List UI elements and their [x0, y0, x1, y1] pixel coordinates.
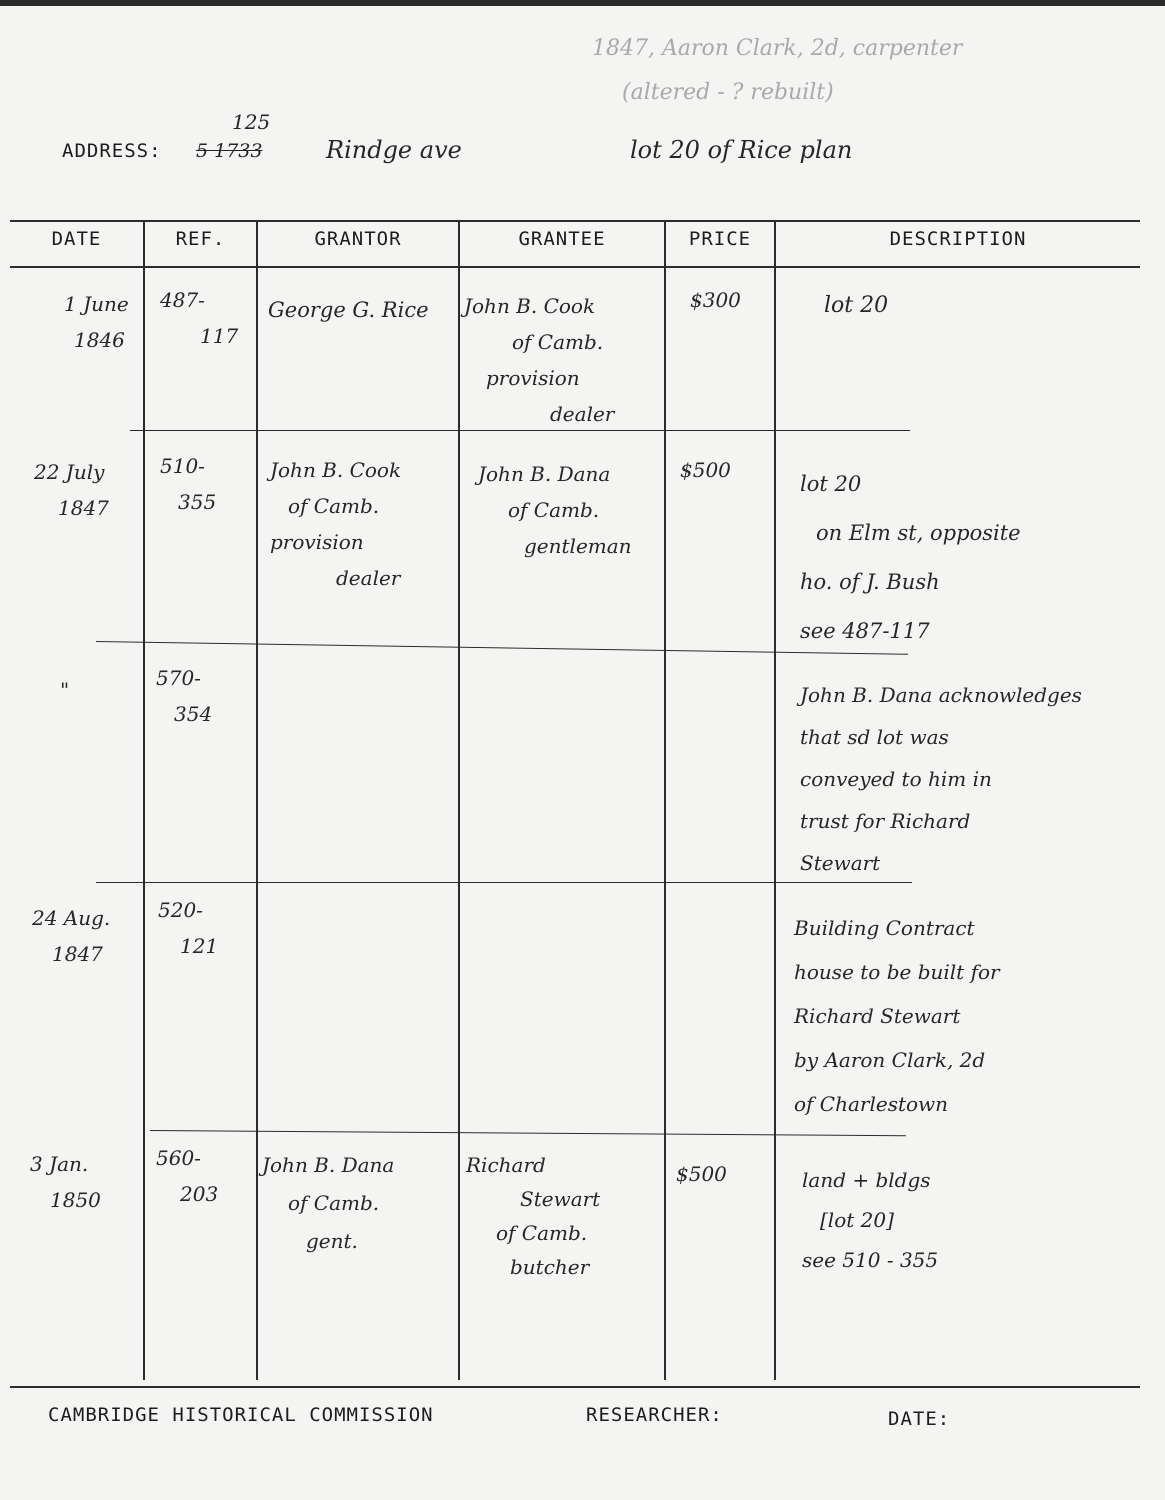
grantor-line: provision: [270, 530, 364, 554]
entry-grantor: [262, 1146, 394, 1260]
col-divider-3: [458, 220, 460, 1380]
col-header-grantee: GRANTEE: [518, 228, 606, 250]
col-divider-1: [143, 220, 145, 1380]
table-top-rule: [10, 220, 1140, 222]
entry-separator-4: [150, 1130, 906, 1136]
grantee-line: Richard: [466, 1153, 546, 1177]
entry-ref: [156, 660, 212, 732]
date-line: 1 June: [64, 292, 129, 316]
ref-line: 121: [180, 934, 219, 958]
col-header-ref: REF.: [175, 228, 226, 250]
description-line: conveyed to him in: [800, 767, 992, 791]
date-line: 1846: [74, 328, 125, 352]
description-line: house to be built for: [794, 960, 1000, 984]
ref-line: 355: [178, 490, 217, 514]
grantor-line: gent.: [306, 1229, 358, 1253]
entry-grantor: [270, 452, 401, 596]
description-line: John B. Dana acknowledges: [800, 683, 1082, 707]
col-divider-4: [664, 220, 666, 1380]
entry-grantee: [464, 288, 614, 432]
grantor-line: of Camb.: [288, 1191, 380, 1215]
description-line: lot 20: [800, 472, 862, 496]
date-line: 1847: [52, 942, 103, 966]
entry-ref: [160, 448, 216, 520]
table-bottom-rule: [10, 1386, 1140, 1388]
entry-date: [64, 286, 129, 358]
grantee-line: dealer: [550, 402, 615, 426]
entry-description: [794, 906, 1000, 1126]
entry-date: [30, 1146, 101, 1218]
date-line: 3 Jan.: [30, 1152, 89, 1176]
address-street: Rindge ave: [326, 136, 462, 164]
header-bottom-rule: [10, 266, 1140, 268]
address-lot: lot 20 of Rice plan: [630, 136, 853, 164]
description-line: by Aaron Clark, 2d: [794, 1048, 986, 1072]
scan-top-edge: [0, 0, 1165, 6]
description-line: Building Contract: [794, 916, 975, 940]
grantee-line: gentleman: [524, 534, 632, 558]
ref-line: 520-: [158, 898, 203, 922]
description-line: ho. of J. Bush: [800, 570, 940, 594]
footer-researcher-label: RESEARCHER:: [586, 1404, 723, 1426]
entry-grantee: [466, 1148, 600, 1284]
col-header-date: DATE: [51, 228, 102, 250]
ref-line: 203: [180, 1182, 219, 1206]
grantor-line: George G. Rice: [268, 298, 429, 322]
date-line: 1850: [50, 1188, 101, 1212]
description-line: [lot 20]: [820, 1208, 894, 1232]
footer-commission: CAMBRIDGE HISTORICAL COMMISSION: [48, 1404, 434, 1426]
ref-line: 117: [200, 324, 239, 348]
col-divider-5: [774, 220, 776, 1380]
grantee-line: Stewart: [520, 1187, 601, 1211]
entry-ref: [156, 1140, 218, 1212]
ref-line: 510-: [160, 454, 205, 478]
ref-line: 570-: [156, 666, 201, 690]
entry-date: [34, 454, 109, 526]
entry-grantor: [268, 292, 429, 328]
date-line: 22 July: [34, 460, 105, 484]
description-line: of Charlestown: [794, 1092, 949, 1116]
grantor-line: of Camb.: [288, 494, 380, 518]
date-line: 24 Aug.: [32, 906, 111, 930]
ref-line: 560-: [156, 1146, 201, 1170]
description-line: land + bldgs: [802, 1168, 931, 1192]
entry-price: $500: [676, 1162, 727, 1186]
date-line: 1847: [58, 496, 109, 520]
address-struck-number: 5 1733: [196, 140, 263, 162]
grantee-line: of Camb.: [508, 498, 600, 522]
entry-price: $500: [680, 458, 731, 482]
description-line: on Elm st, opposite: [816, 521, 1021, 545]
entry-ref: [160, 282, 238, 354]
description-line: lot 20: [824, 293, 889, 318]
entry-description: [800, 460, 1021, 656]
grantee-line: provision: [486, 366, 580, 390]
col-header-description: DESCRIPTION: [889, 228, 1027, 250]
description-line: see 487-117: [800, 619, 930, 643]
entry-separator-2: [96, 641, 908, 655]
grantee-line: John B. Dana: [478, 462, 611, 486]
description-line: trust for Richard: [800, 809, 971, 833]
grantee-line: of Camb.: [512, 330, 604, 354]
header-note-line2: (altered - ? rebuilt): [622, 80, 834, 105]
footer-date-label: DATE:: [888, 1408, 951, 1430]
entry-ref: [158, 892, 218, 964]
grantee-line: John B. Cook: [464, 294, 596, 318]
entry-separator-3: [96, 882, 912, 883]
grantor-line: John B. Cook: [270, 458, 402, 482]
description-line: see 510 - 355: [802, 1248, 939, 1272]
header-note-line1: 1847, Aaron Clark, 2d, carpenter: [592, 36, 963, 61]
entry-date: [32, 900, 110, 972]
col-divider-2: [256, 220, 258, 1380]
entry-grantee: [478, 456, 632, 564]
description-line: Stewart: [800, 851, 881, 875]
description-line: that sd lot was: [800, 725, 949, 749]
address-number: 125: [232, 110, 271, 134]
entry-description: [802, 1160, 938, 1280]
grantee-line: butcher: [510, 1255, 590, 1279]
address-label: ADDRESS:: [62, 140, 162, 162]
entry-price: $300: [690, 288, 741, 312]
ref-line: 354: [174, 702, 213, 726]
entry-date: [60, 672, 69, 708]
entry-description: [800, 674, 1082, 884]
grantor-line: dealer: [336, 566, 401, 590]
grantor-line: John B. Dana: [262, 1153, 395, 1177]
col-header-price: PRICE: [688, 228, 752, 250]
col-header-grantor: GRANTOR: [314, 228, 402, 250]
description-line: Richard Stewart: [794, 1004, 961, 1028]
ref-line: 487-: [160, 288, 205, 312]
date-line: ": [60, 678, 70, 702]
grantee-line: of Camb.: [496, 1221, 588, 1245]
entry-description: [824, 288, 888, 324]
